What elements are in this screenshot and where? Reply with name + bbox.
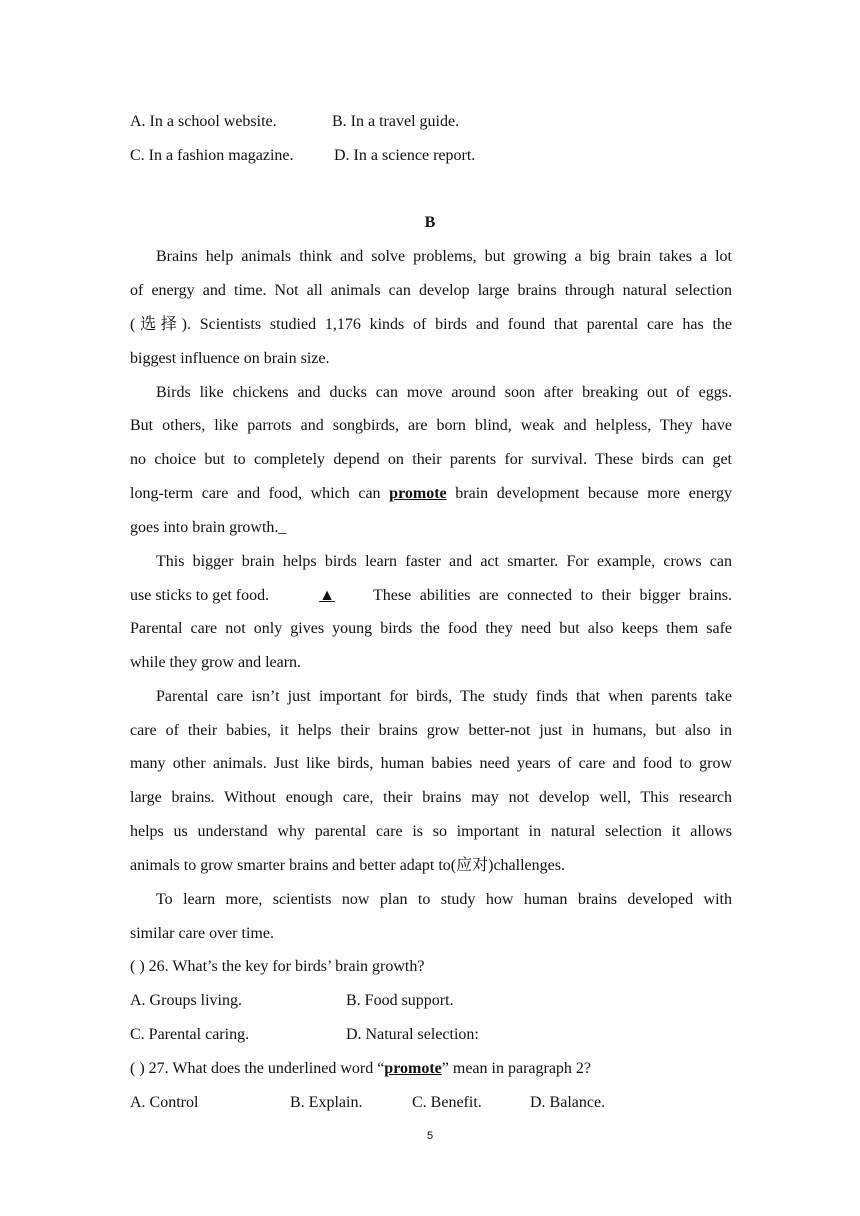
passage-line: To learn more, scientists now plan to study how human brains developed with	[156, 891, 732, 908]
section-heading: B	[424, 214, 436, 231]
question-26-option-c: C. Parental caring.	[130, 1026, 250, 1043]
passage-line: of energy and time. Not all animals can develop large brains through natural selection	[130, 282, 732, 299]
question-26-option-a: A. Groups living.	[130, 992, 242, 1009]
underlined-word: promote	[389, 485, 447, 502]
passage-line: Parental care not only gives young birds the food they need but also keeps them safe	[130, 620, 732, 637]
question-27-stem	[130, 1059, 591, 1079]
passage-text: brain development because more energy	[446, 485, 732, 502]
option-d: D. In a science report.	[334, 147, 476, 164]
passage-line: helps us understand why parental care is so important in natural selection it allows	[130, 823, 732, 840]
passage-line: (选择). Scientists studied 1,176 kinds of birds and found that parental care has the	[130, 316, 732, 333]
question-27-option-c: C. Benefit.	[412, 1094, 482, 1111]
passage-line: biggest influence on brain size.	[130, 350, 330, 367]
question-27-option-a: A. Control	[130, 1094, 199, 1111]
passage-line: Parental care isn’t just important for birds, The study finds that when parents take	[156, 688, 732, 705]
option-b: B. In a travel guide.	[332, 113, 460, 130]
question-27-option-d: D. Balance.	[530, 1094, 606, 1111]
passage-line: many other animals. Just like birds, human babies need years of care and food to grow	[130, 755, 732, 772]
option-a: A. In a school website.	[130, 113, 277, 130]
question-27-option-b: B. Explain.	[290, 1094, 363, 1111]
passage-line	[130, 586, 269, 606]
passage-line: care of their babies, it helps their brains grow better-not just in humans, but also in	[130, 722, 732, 739]
passage-line: These abilities are connected to their bigger brains.	[373, 587, 732, 604]
question-26-option-b: B. Food support.	[346, 992, 454, 1009]
passage-line: But others, like parrots and songbirds, are born blind, weak and helpless, They have	[130, 417, 732, 434]
passage-line: animals to grow smarter brains and better adapt to(应对)challenges.	[130, 857, 565, 874]
passage-line: similar care over time.	[130, 925, 274, 942]
passage-line: while they grow and learn.	[130, 654, 302, 671]
question-text: ” mean in paragraph 2?	[441, 1060, 592, 1077]
triangle-icon: ▲	[319, 587, 335, 604]
question-26-stem: ( ) 26. What’s the key for birds’ brain growth?	[130, 958, 425, 975]
answer-blank[interactable]	[292, 586, 362, 606]
underlined-word: promote	[384, 1060, 442, 1077]
passage-line	[130, 484, 732, 504]
question-26-option-d: D. Natural selection:	[346, 1026, 479, 1043]
question-text: ( ) 27. What does the underlined word “	[130, 1060, 385, 1077]
passage-line: goes into brain growth._	[130, 519, 287, 536]
passage-text: long-term care and food, which can	[130, 485, 390, 502]
passage-line: Brains help animals think and solve problems, but growing a big brain takes a lot	[156, 248, 732, 265]
passage-line: Birds like chickens and ducks can move around soon after breaking out of eggs.	[156, 384, 732, 401]
passage-line: This bigger brain helps birds learn faster and act smarter. For example, crows can	[156, 553, 732, 570]
page-number: 5	[426, 1130, 434, 1142]
passage-line: large brains. Without enough care, their brains may not develop well, This research	[130, 789, 732, 806]
passage-text: use sticks to get food.	[130, 587, 270, 604]
option-c: C. In a fashion magazine.	[130, 147, 294, 164]
passage-line: no choice but to completely depend on their parents for survival. These birds can get	[130, 451, 732, 468]
